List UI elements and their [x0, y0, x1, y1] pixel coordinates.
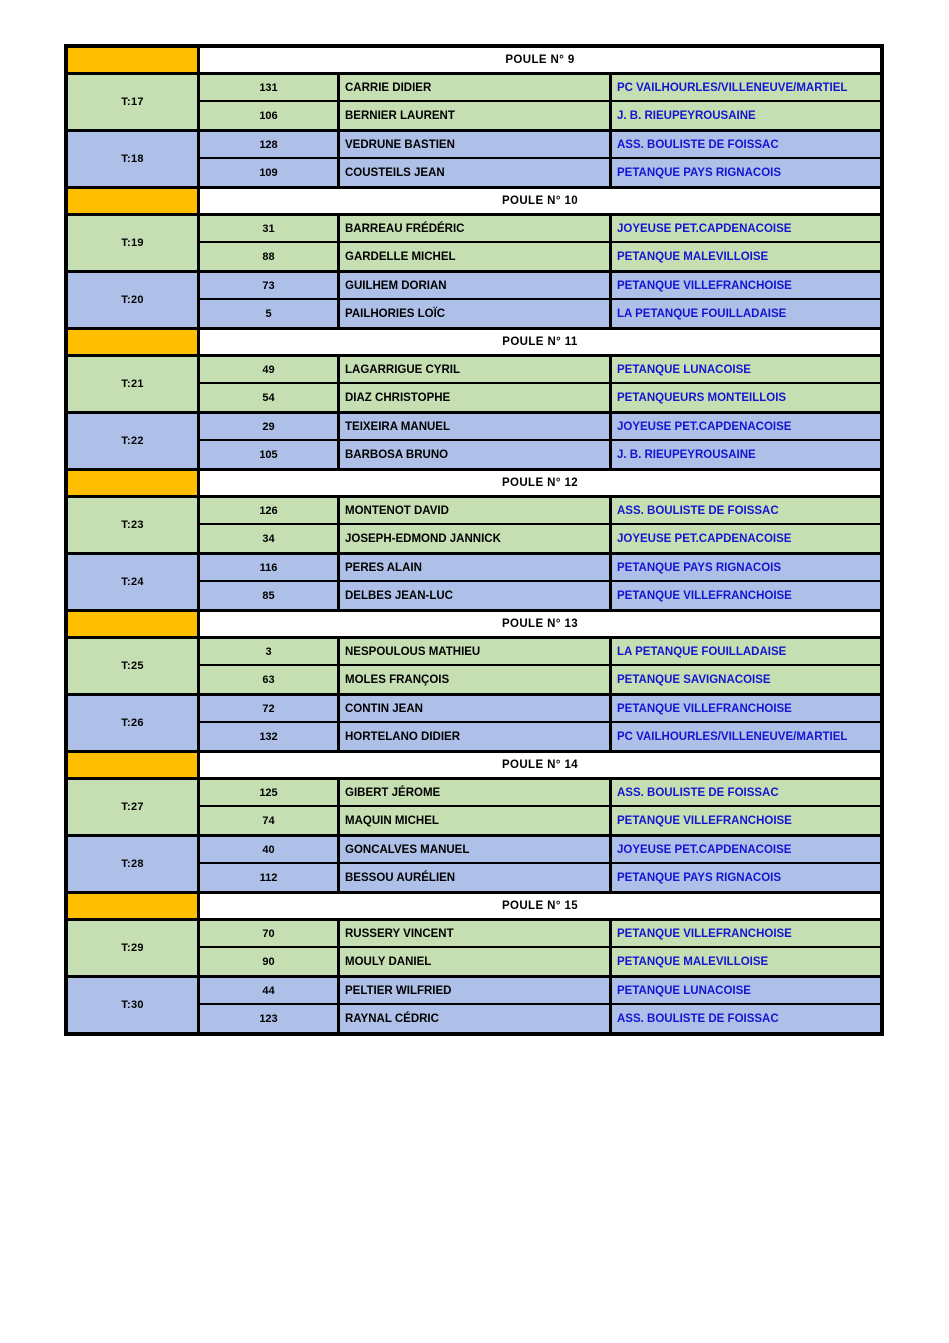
poule-header: [68, 753, 880, 780]
table-row: [200, 216, 880, 243]
terrain-label: T:18: [68, 132, 200, 186]
table-row: [200, 273, 880, 300]
poule-title: POULE N° 12: [200, 471, 880, 495]
poule-color-tab: [68, 894, 200, 918]
player-name: MONTENOT DAVID: [340, 498, 612, 523]
terrain-label: T:23: [68, 498, 200, 552]
poule-block: [68, 753, 880, 894]
player-club: ASS. BOULISTE DE FOISSAC: [617, 1012, 779, 1025]
player-number: 131: [200, 75, 340, 100]
team-block: [68, 780, 880, 837]
poule-block: [68, 330, 880, 471]
player-name: MOLES FRANÇOIS: [340, 666, 612, 693]
team-block: [68, 837, 880, 894]
player-name: PELTIER WILFRIED: [340, 978, 612, 1003]
terrain-label: T:20: [68, 273, 200, 327]
player-number: 128: [200, 132, 340, 157]
player-club: JOYEUSE PET.CAPDENACOISE: [617, 420, 792, 433]
poule-color-tab: [68, 48, 200, 72]
poule-block: [68, 189, 880, 330]
terrain-label: T:25: [68, 639, 200, 693]
table-row: [200, 1005, 880, 1032]
player-club: ASS. BOULISTE DE FOISSAC: [617, 504, 779, 517]
player-name: GUILHEM DORIAN: [340, 273, 612, 298]
player-club: PETANQUE VILLEFRANCHOISE: [617, 814, 792, 827]
team-block: [68, 216, 880, 273]
player-club: PETANQUE PAYS RIGNACOIS: [617, 561, 782, 574]
player-club: PETANQUE LUNACOISE: [617, 363, 751, 376]
table-row: [200, 384, 880, 411]
player-name: GIBERT JÉROME: [340, 780, 612, 805]
player-name: BARBOSA BRUNO: [340, 441, 612, 468]
player-name: MAQUIN MICHEL: [340, 807, 612, 834]
player-club: PETANQUE MALEVILLOISE: [617, 250, 769, 263]
player-list: [200, 780, 880, 834]
team-block: [68, 357, 880, 414]
poule-title: POULE N° 10: [200, 189, 880, 213]
player-number: 72: [200, 696, 340, 721]
table-row: [200, 441, 880, 468]
player-club: JOYEUSE PET.CAPDENACOISE: [617, 532, 792, 545]
table-row: [200, 525, 880, 552]
player-name: LAGARRIGUE CYRIL: [340, 357, 612, 382]
table-row: [200, 102, 880, 129]
player-number: 49: [200, 357, 340, 382]
player-club: PETANQUE PAYS RIGNACOIS: [617, 166, 782, 179]
player-number: 74: [200, 807, 340, 834]
terrain-label: T:27: [68, 780, 200, 834]
table-row: [200, 978, 880, 1005]
player-club: ASS. BOULISTE DE FOISSAC: [617, 786, 779, 799]
player-club: PETANQUE LUNACOISE: [617, 984, 751, 997]
terrain-label: T:28: [68, 837, 200, 891]
poule-header: [68, 471, 880, 498]
table-row: [200, 948, 880, 975]
player-name: NESPOULOUS MATHIEU: [340, 639, 612, 664]
table-row: [200, 75, 880, 102]
player-name: JOSEPH-EDMOND JANNICK: [340, 525, 612, 552]
table-row: [200, 921, 880, 948]
player-name: DIAZ CHRISTOPHE: [340, 384, 612, 411]
terrain-label: T:22: [68, 414, 200, 468]
player-number: 54: [200, 384, 340, 411]
player-name: DELBES JEAN-LUC: [340, 582, 612, 609]
player-club: LA PETANQUE FOUILLADAISE: [617, 645, 787, 658]
poule-header: [68, 48, 880, 75]
player-club: LA PETANQUE FOUILLADAISE: [617, 307, 787, 320]
table-row: [200, 666, 880, 693]
player-number: 29: [200, 414, 340, 439]
player-name: HORTELANO DIDIER: [340, 723, 612, 750]
player-club: J. B. RIEUPEYROUSAINE: [617, 448, 756, 461]
player-club: PETANQUE VILLEFRANCHOISE: [617, 279, 792, 292]
table-row: [200, 300, 880, 327]
player-name: COUSTEILS JEAN: [340, 159, 612, 186]
terrain-label: T:17: [68, 75, 200, 129]
table-row: [200, 414, 880, 441]
poule-header: [68, 894, 880, 921]
player-club: PETANQUE VILLEFRANCHOISE: [617, 927, 792, 940]
player-list: [200, 273, 880, 327]
player-name: MOULY DANIEL: [340, 948, 612, 975]
player-name: GARDELLE MICHEL: [340, 243, 612, 270]
player-name: BERNIER LAURENT: [340, 102, 612, 129]
player-list: [200, 639, 880, 693]
player-club: PETANQUE MALEVILLOISE: [617, 955, 769, 968]
poule-block: [68, 612, 880, 753]
player-number: 44: [200, 978, 340, 1003]
player-club: JOYEUSE PET.CAPDENACOISE: [617, 222, 792, 235]
player-number: 105: [200, 441, 340, 468]
team-block: [68, 696, 880, 753]
table-row: [200, 837, 880, 864]
poule-title: POULE N° 11: [200, 330, 880, 354]
player-club: PETANQUE VILLEFRANCHOISE: [617, 702, 792, 715]
poule-color-tab: [68, 612, 200, 636]
poules-table: [64, 44, 884, 1036]
player-name: PERES ALAIN: [340, 555, 612, 580]
player-number: 125: [200, 780, 340, 805]
player-number: 90: [200, 948, 340, 975]
player-number: 3: [200, 639, 340, 664]
player-name: CONTIN JEAN: [340, 696, 612, 721]
table-row: [200, 132, 880, 159]
player-number: 5: [200, 300, 340, 327]
player-number: 109: [200, 159, 340, 186]
terrain-label: T:29: [68, 921, 200, 975]
table-row: [200, 864, 880, 891]
player-club: J. B. RIEUPEYROUSAINE: [617, 109, 756, 122]
player-list: [200, 555, 880, 609]
player-number: 106: [200, 102, 340, 129]
player-list: [200, 75, 880, 129]
table-row: [200, 723, 880, 750]
player-number: 63: [200, 666, 340, 693]
player-number: 34: [200, 525, 340, 552]
player-club: ASS. BOULISTE DE FOISSAC: [617, 138, 779, 151]
player-list: [200, 921, 880, 975]
player-name: PAILHORIES LOÏC: [340, 300, 612, 327]
terrain-label: T:19: [68, 216, 200, 270]
terrain-label: T:24: [68, 555, 200, 609]
player-number: 40: [200, 837, 340, 862]
team-block: [68, 639, 880, 696]
poule-color-tab: [68, 330, 200, 354]
poule-header: [68, 189, 880, 216]
terrain-label: T:21: [68, 357, 200, 411]
player-number: 70: [200, 921, 340, 946]
poule-block: [68, 48, 880, 189]
player-list: [200, 498, 880, 552]
player-name: RAYNAL CÉDRIC: [340, 1005, 612, 1032]
poule-title: POULE N° 13: [200, 612, 880, 636]
poule-title: POULE N° 14: [200, 753, 880, 777]
table-row: [200, 555, 880, 582]
player-club: PETANQUE SAVIGNACOISE: [617, 673, 771, 686]
player-list: [200, 837, 880, 891]
poule-color-tab: [68, 753, 200, 777]
team-block: [68, 132, 880, 189]
table-row: [200, 696, 880, 723]
team-block: [68, 273, 880, 330]
terrain-label: T:30: [68, 978, 200, 1032]
team-block: [68, 555, 880, 612]
table-row: [200, 498, 880, 525]
player-number: 132: [200, 723, 340, 750]
player-number: 116: [200, 555, 340, 580]
player-number: 123: [200, 1005, 340, 1032]
poule-color-tab: [68, 471, 200, 495]
player-number: 88: [200, 243, 340, 270]
player-club: PC VAILHOURLES/VILLENEUVE/MARTIEL: [617, 81, 848, 94]
poule-block: [68, 471, 880, 612]
table-row: [200, 807, 880, 834]
poule-title: POULE N° 9: [200, 48, 880, 72]
player-list: [200, 216, 880, 270]
player-list: [200, 132, 880, 186]
player-name: VEDRUNE BASTIEN: [340, 132, 612, 157]
player-club: PETANQUE PAYS RIGNACOIS: [617, 871, 782, 884]
table-row: [200, 357, 880, 384]
poule-header: [68, 612, 880, 639]
poule-color-tab: [68, 189, 200, 213]
player-number: 85: [200, 582, 340, 609]
poule-header: [68, 330, 880, 357]
table-row: [200, 582, 880, 609]
player-name: CARRIE DIDIER: [340, 75, 612, 100]
team-block: [68, 498, 880, 555]
player-number: 31: [200, 216, 340, 241]
table-row: [200, 159, 880, 186]
player-list: [200, 414, 880, 468]
player-club: JOYEUSE PET.CAPDENACOISE: [617, 843, 792, 856]
player-name: BARREAU FRÉDÉRIC: [340, 216, 612, 241]
team-block: [68, 414, 880, 471]
player-club: PC VAILHOURLES/VILLENEUVE/MARTIEL: [617, 730, 848, 743]
player-list: [200, 357, 880, 411]
table-row: [200, 639, 880, 666]
player-number: 73: [200, 273, 340, 298]
player-name: TEIXEIRA MANUEL: [340, 414, 612, 439]
team-block: [68, 75, 880, 132]
table-row: [200, 243, 880, 270]
player-list: [200, 696, 880, 750]
player-number: 112: [200, 864, 340, 891]
player-club: PETANQUE VILLEFRANCHOISE: [617, 589, 792, 602]
poule-title: POULE N° 15: [200, 894, 880, 918]
player-club: PETANQUEURS MONTEILLOIS: [617, 391, 787, 404]
terrain-label: T:26: [68, 696, 200, 750]
player-number: 126: [200, 498, 340, 523]
player-name: BESSOU AURÉLIEN: [340, 864, 612, 891]
table-row: [200, 780, 880, 807]
team-block: [68, 921, 880, 978]
team-block: [68, 978, 880, 1032]
player-name: GONCALVES MANUEL: [340, 837, 612, 862]
player-name: RUSSERY VINCENT: [340, 921, 612, 946]
poule-block: [68, 894, 880, 1032]
player-list: [200, 978, 880, 1032]
